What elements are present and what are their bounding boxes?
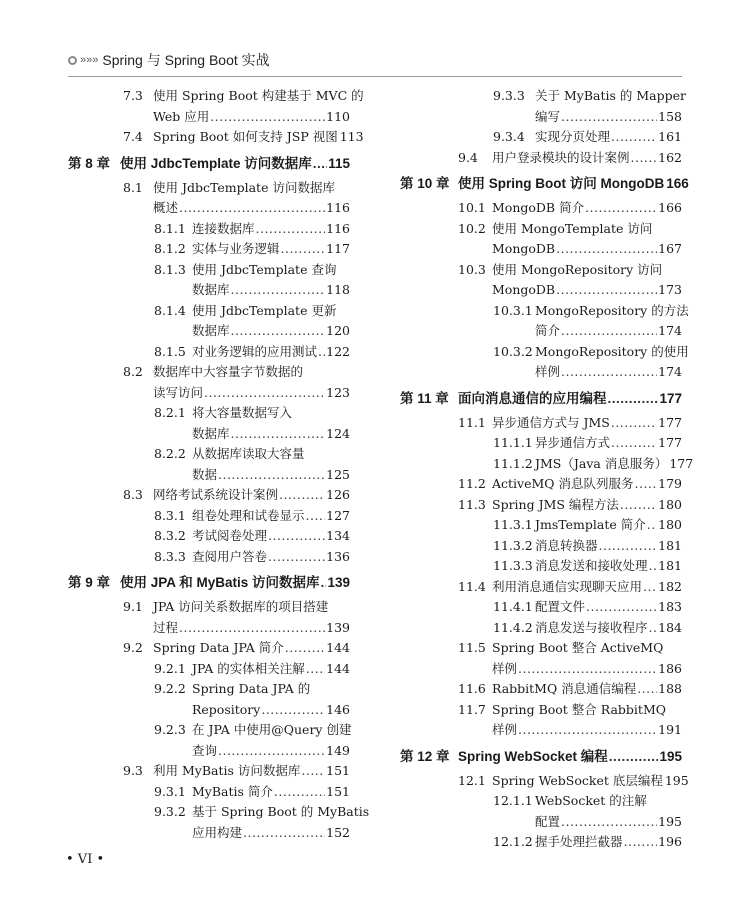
toc-entry — [400, 832, 682, 853]
toc-entry — [68, 485, 350, 506]
toc-entry — [68, 178, 350, 219]
dot-leader — [306, 506, 326, 527]
toc-entry — [400, 127, 682, 148]
dot-leader — [611, 127, 657, 148]
toc-title: 考试阅卷处理 — [192, 528, 268, 543]
toc-number: 8.3.3 — [154, 548, 186, 564]
toc-number: 8.1.5 — [154, 343, 186, 359]
toc-title-line2: 样例 — [535, 364, 561, 379]
toc-title-line1: MongoRepository 的方法 — [535, 302, 689, 318]
toc-page-number: 188 — [658, 681, 682, 696]
toc-title: Spring Boot 如何支持 JSP 视图 — [153, 129, 338, 144]
toc-page-number: 144 — [326, 660, 350, 676]
toc-entry — [400, 148, 682, 169]
toc-right-column — [400, 86, 694, 853]
toc-entry — [68, 342, 350, 363]
toc-entry — [400, 433, 682, 454]
toc-entry — [68, 547, 350, 568]
toc-title-line1: 使用 MongoTemplate 访问 — [492, 220, 653, 236]
toc-page-number: 120 — [326, 323, 350, 338]
toc-title-line1: Spring Data JPA 的 — [192, 681, 311, 696]
toc-page-number: 177 — [658, 435, 682, 450]
toc-entry — [68, 659, 350, 680]
toc-number: 12.1.2 — [493, 834, 533, 849]
toc-page-number: 116 — [326, 220, 350, 236]
toc-title: 组卷处理和试卷显示 — [192, 507, 305, 523]
toc-title-line2: 数据 — [192, 466, 218, 482]
toc-title: 网络考试系统设计案例 — [153, 487, 279, 502]
toc-number: 11.7 — [458, 701, 486, 717]
dot-leader — [218, 741, 325, 762]
toc-title: 异步通信方式 — [535, 435, 611, 450]
toc-title-line2: 应用构建 — [192, 824, 243, 840]
dot-leader — [306, 659, 325, 680]
toc-entry — [400, 536, 682, 557]
toc-number: 10.3.2 — [493, 343, 533, 359]
toc-entry — [400, 413, 682, 434]
toc-title-line1: MongoRepository 的使用 — [535, 343, 689, 359]
toc-number: 11.3 — [458, 496, 486, 512]
toc-number: 7.4 — [123, 129, 143, 144]
toc-number: 9.3 — [123, 763, 143, 778]
toc-title: MyBatis 简介 — [192, 783, 273, 799]
toc-title: 利用消息通信实现聊天应用 — [492, 578, 643, 594]
toc-number: 第 9 章 — [68, 575, 111, 590]
dot-leader — [268, 547, 325, 568]
toc-title-line1: WebSocket 的注解 — [535, 793, 647, 808]
toc-page-number: 117 — [326, 241, 350, 256]
toc-entry — [400, 454, 694, 475]
toc-entry — [400, 791, 682, 832]
dot-leader — [268, 526, 325, 547]
toc-title: 实现分页处理 — [535, 129, 611, 144]
toc-title-line2: 配置 — [535, 813, 561, 829]
toc-title: 利用 MyBatis 访问数据库 — [153, 763, 301, 778]
dot-leader — [210, 107, 325, 128]
dot-leader — [561, 362, 657, 383]
toc-chapter — [400, 172, 689, 196]
toc-number: 8.1 — [123, 179, 143, 195]
toc-page-number: 127 — [326, 507, 350, 523]
toc-title: 用户登录模块的设计案例 — [492, 149, 630, 165]
toc-number: 11.6 — [458, 681, 486, 696]
toc-page-number: 195 — [658, 813, 682, 829]
running-header — [68, 50, 270, 70]
toc-entry — [400, 771, 689, 792]
toc-title-line2: MongoDB — [492, 241, 556, 256]
toc-entry — [68, 219, 350, 240]
toc-entry — [400, 86, 686, 127]
toc-title: 消息发送和接收处理 — [535, 558, 648, 573]
toc-entry — [68, 444, 350, 485]
toc-title-line1: Spring Boot 整合 ActiveMQ — [492, 640, 664, 655]
toc-page-number: 177 — [658, 414, 682, 430]
toc-title-line2: 查询 — [192, 742, 218, 758]
toc-entry — [68, 127, 364, 148]
dot-leader — [561, 812, 657, 833]
dot-leader — [611, 433, 657, 454]
toc-number: 12.1 — [458, 772, 486, 788]
dot-leader — [204, 383, 325, 404]
dot-leader — [611, 413, 657, 434]
chevrons-icon: »»» — [68, 54, 98, 66]
toc-number: 11.1 — [458, 414, 486, 430]
toc-title-line2: 样例 — [492, 660, 518, 676]
toc-title-line2: 编写 — [535, 108, 561, 124]
dot-leader — [231, 424, 326, 445]
toc-page-number: 184 — [658, 619, 682, 635]
toc-number: 8.1.1 — [154, 220, 186, 236]
dot-leader — [620, 495, 657, 516]
dot-leader — [649, 556, 658, 577]
toc-entry — [400, 198, 682, 219]
toc-title-line1: 使用 JdbcTemplate 访问数据库 — [153, 179, 335, 195]
toc-number: 10.2 — [458, 220, 486, 236]
dot-leader — [637, 679, 657, 700]
toc-entry — [400, 597, 682, 618]
toc-title-line1: 使用 MongoRepository 访问 — [492, 261, 663, 277]
toc-entry — [68, 597, 350, 638]
toc-number: 10.3.1 — [493, 302, 533, 318]
toc-page-number: 195 — [664, 772, 689, 788]
toc-number: 第 12 章 — [400, 748, 450, 764]
toc-number: 9.1 — [123, 599, 143, 614]
toc-entry — [400, 618, 682, 639]
toc-entry — [68, 638, 350, 659]
toc-title-line1: 基于 Spring Boot 的 MyBatis — [192, 804, 370, 819]
toc-title: 面向消息通信的应用编程 — [458, 390, 607, 406]
toc-title-line1: 将大容量数据写入 — [192, 405, 293, 420]
toc-number: 8.2 — [123, 364, 143, 379]
toc-title: Spring JMS 编程方法 — [492, 496, 619, 512]
toc-number: 11.3.2 — [493, 537, 533, 553]
toc-title: 消息转换器 — [535, 537, 598, 553]
toc-title: 消息发送与接收程序 — [535, 619, 648, 635]
toc-page-number: 177 — [669, 455, 694, 471]
toc-number: 8.1.4 — [154, 302, 186, 318]
toc-number: 12.1.1 — [493, 793, 533, 808]
toc-number: 8.1.3 — [154, 261, 186, 277]
toc-number: 8.2.1 — [154, 405, 186, 420]
toc-number: 11.5 — [458, 640, 486, 655]
dot-leader — [643, 577, 657, 598]
toc-page-number: 139 — [326, 619, 350, 635]
dot-leader — [281, 239, 326, 260]
toc-entry — [68, 260, 350, 301]
toc-title: 实体与业务逻辑 — [192, 241, 280, 256]
toc-page-number: 180 — [658, 496, 682, 512]
toc-entry — [68, 506, 350, 527]
toc-title-line2: Repository — [192, 701, 261, 717]
dot-leader — [179, 198, 325, 219]
toc-entry — [400, 679, 682, 700]
toc-title: 使用 JdbcTemplate 访问数据库 — [120, 155, 312, 171]
toc-title-line1: 数据库中大容量字节数据的 — [153, 364, 304, 379]
toc-title-line2: 读写访问 — [153, 384, 204, 400]
toc-number: 9.3.2 — [154, 804, 186, 819]
dot-leader — [586, 597, 657, 618]
toc-page-number: 177 — [659, 390, 682, 406]
toc-entry — [400, 700, 682, 741]
toc-page-number: 110 — [326, 108, 350, 124]
toc-title: Spring WebSocket 底层编程 — [492, 772, 663, 788]
header-rule — [68, 76, 682, 77]
toc-chapter — [68, 152, 350, 176]
toc-page-number: 115 — [328, 155, 350, 171]
toc-title: 握手处理拦截器 — [535, 834, 623, 849]
toc-page-number: 136 — [326, 548, 350, 564]
toc-title: 对业务逻辑的应用测试 — [192, 343, 318, 359]
toc-number: 8.3.2 — [154, 528, 186, 543]
dot-leader — [609, 745, 659, 769]
toc-number: 10.3 — [458, 261, 486, 277]
toc-page-number: 162 — [658, 149, 682, 165]
toc-title-line1: Spring Boot 整合 RabbitMQ — [492, 701, 666, 717]
toc-page-number: 122 — [326, 343, 350, 359]
toc-entry — [68, 679, 350, 720]
toc-page-number: 166 — [666, 176, 689, 191]
dot-leader — [649, 618, 658, 639]
toc-number: 9.3.3 — [493, 88, 525, 103]
toc-entry — [68, 782, 350, 803]
dot-leader — [624, 832, 658, 853]
toc-page-number: 179 — [658, 476, 682, 491]
dot-leader — [279, 485, 325, 506]
toc-title: MongoDB 简介 — [492, 200, 585, 215]
toc-page-number: 139 — [327, 575, 350, 590]
toc-number: 第 10 章 — [400, 176, 450, 191]
toc-number: 8.3.1 — [154, 507, 186, 523]
toc-page-number: 182 — [658, 578, 682, 594]
toc-title-line2: 过程 — [153, 619, 179, 635]
toc-page-number: 180 — [658, 517, 682, 532]
dot-leader — [231, 321, 326, 342]
toc-page-number: 166 — [658, 200, 682, 215]
toc-entry — [400, 301, 689, 342]
toc-title-line2: 样例 — [492, 722, 518, 737]
toc-title-line1: 从数据库读取大容量 — [192, 446, 305, 461]
toc-page-number: 118 — [326, 282, 350, 297]
toc-page-number: 186 — [658, 660, 682, 676]
toc-page-number: 125 — [326, 466, 350, 482]
toc-chapter — [68, 571, 350, 595]
toc-entry — [68, 362, 350, 403]
toc-number: 8.1.2 — [154, 241, 186, 256]
toc-page-number: 195 — [659, 748, 682, 764]
toc-title-line2: MongoDB — [492, 282, 556, 297]
toc-number: 11.1.1 — [493, 435, 533, 450]
toc-entry — [400, 495, 682, 516]
dot-leader — [301, 761, 325, 782]
toc-number: 9.2 — [123, 640, 143, 655]
dot-leader — [561, 107, 657, 128]
toc-title-line2: Web 应用 — [153, 108, 210, 124]
toc-title-line1: 关于 MyBatis 的 Mapper — [535, 88, 686, 103]
toc-title: 使用 Spring Boot 访问 MongoDB — [458, 176, 665, 191]
toc-page-number: 134 — [326, 528, 350, 543]
toc-page-number: 174 — [658, 364, 682, 379]
dot-leader — [218, 465, 325, 486]
toc-entry — [400, 219, 682, 260]
toc-page-number: 144 — [326, 640, 350, 655]
toc-title: JmsTemplate 简介 — [535, 517, 646, 532]
dot-leader — [599, 536, 658, 557]
toc-page-number: 124 — [326, 425, 350, 441]
toc-entry — [68, 301, 350, 342]
toc-page-number: 174 — [658, 323, 682, 338]
toc-page-number: 149 — [326, 742, 350, 758]
toc-title: 使用 JPA 和 MyBatis 访问数据库 — [120, 575, 320, 590]
toc-entry — [400, 342, 689, 383]
toc-chapter — [400, 387, 682, 411]
toc-entry — [68, 761, 350, 782]
toc-number: 11.4.1 — [493, 599, 533, 614]
toc-left-column — [68, 86, 370, 843]
toc-entry — [68, 86, 364, 127]
toc-number: 11.1.2 — [493, 455, 533, 471]
dot-leader — [561, 321, 657, 342]
dot-leader — [556, 239, 657, 260]
toc-title: Spring WebSocket 编程 — [458, 748, 608, 764]
toc-title: RabbitMQ 消息通信编程 — [492, 681, 637, 696]
toc-page-number: 167 — [658, 241, 682, 256]
toc-title: 查阅用户答卷 — [192, 548, 268, 564]
toc-number: 9.3.4 — [493, 129, 525, 144]
dot-leader — [321, 571, 327, 595]
toc-page-number: 191 — [658, 722, 682, 737]
toc-entry — [400, 638, 682, 679]
toc-page-number: 123 — [326, 384, 350, 400]
dot-leader — [635, 474, 658, 495]
dot-leader — [261, 700, 325, 721]
toc-number: 10.1 — [458, 200, 486, 215]
toc-page-number: 146 — [326, 701, 350, 717]
toc-page-number: 151 — [326, 763, 350, 778]
toc-title-line2: 数据库 — [192, 425, 230, 441]
dot-leader — [518, 659, 657, 680]
dot-leader — [647, 515, 657, 536]
toc-number: 第 8 章 — [68, 155, 111, 171]
toc-page-number: 161 — [658, 129, 682, 144]
toc-entry — [400, 260, 682, 301]
toc-title-line1: JPA 访问关系数据库的项目搭建 — [153, 599, 329, 614]
toc-number: 9.2.1 — [154, 660, 186, 676]
toc-page-number: 158 — [658, 108, 682, 124]
toc-entry — [400, 474, 682, 495]
dot-leader — [585, 198, 657, 219]
dot-leader — [318, 342, 325, 363]
dot-leader — [256, 219, 326, 240]
dot-leader — [243, 823, 325, 844]
toc-title-line1: 在 JPA 中使用@Query 创建 — [192, 722, 352, 737]
toc-chapter — [400, 745, 682, 769]
toc-page-number: 152 — [326, 824, 350, 840]
dot-leader — [274, 782, 325, 803]
toc-page-number: 116 — [326, 200, 350, 215]
toc-number: 11.4 — [458, 578, 486, 594]
toc-title-line1: 使用 Spring Boot 构建基于 MVC 的 — [153, 88, 364, 103]
toc-page-number: 126 — [326, 487, 350, 502]
toc-title-line2: 概述 — [153, 200, 179, 215]
toc-page-number: 181 — [658, 558, 682, 573]
toc-entry — [68, 802, 370, 843]
dot-leader — [518, 720, 657, 741]
dot-leader — [608, 387, 659, 411]
toc-number: 9.2.2 — [154, 681, 186, 696]
toc-page-number: 173 — [658, 282, 682, 297]
page-number: • VI • — [66, 852, 105, 867]
toc-title: 配置文件 — [535, 599, 586, 614]
toc-entry — [400, 515, 682, 536]
toc-title-line2: 简介 — [535, 323, 561, 338]
toc-number: 7.3 — [123, 88, 143, 103]
toc-title: 连接数据库 — [192, 220, 255, 236]
toc-number: 9.4 — [458, 149, 478, 165]
toc-number: 9.2.3 — [154, 722, 186, 737]
toc-number: 9.3.1 — [154, 783, 186, 799]
dot-leader — [179, 618, 325, 639]
toc-page-number: 113 — [339, 129, 364, 144]
toc-title-line2: 数据库 — [192, 282, 230, 297]
toc-number: 8.3 — [123, 487, 143, 502]
toc-number: 8.2.2 — [154, 446, 186, 461]
toc-page-number: 183 — [658, 599, 682, 614]
dot-leader — [285, 638, 325, 659]
dot-leader — [631, 148, 658, 169]
toc-entry — [68, 239, 350, 260]
toc-number: 11.3.1 — [493, 517, 533, 532]
toc-title: JMS（Java 消息服务） — [535, 455, 668, 471]
toc-entry — [68, 526, 350, 547]
toc-number: 11.2 — [458, 476, 486, 491]
toc-number: 11.3.3 — [493, 558, 533, 573]
toc-title-line2: 数据库 — [192, 323, 230, 338]
toc-number: 第 11 章 — [400, 390, 449, 406]
book-title: Spring 与 Spring Boot 实战 — [102, 52, 270, 68]
toc-page-number: 196 — [658, 834, 682, 849]
toc-title: Spring Data JPA 简介 — [153, 640, 284, 655]
toc-entry — [400, 556, 682, 577]
dot-leader — [313, 152, 327, 176]
toc-entry — [68, 403, 350, 444]
toc-title-line1: 使用 JdbcTemplate 查询 — [192, 261, 337, 277]
toc-page-number: 151 — [326, 783, 350, 799]
toc-page-number: 181 — [658, 537, 682, 553]
toc-number: 11.4.2 — [493, 619, 533, 635]
toc-title: 异步通信方式与 JMS — [492, 414, 610, 430]
dot-leader — [231, 280, 326, 301]
toc-title: ActiveMQ 消息队列服务 — [492, 476, 634, 491]
dot-leader — [556, 280, 657, 301]
toc-title: JPA 的实体相关注解 — [192, 660, 305, 676]
toc-entry — [400, 577, 682, 598]
toc-entry — [68, 720, 350, 761]
toc-title-line1: 使用 JdbcTemplate 更新 — [192, 302, 337, 318]
